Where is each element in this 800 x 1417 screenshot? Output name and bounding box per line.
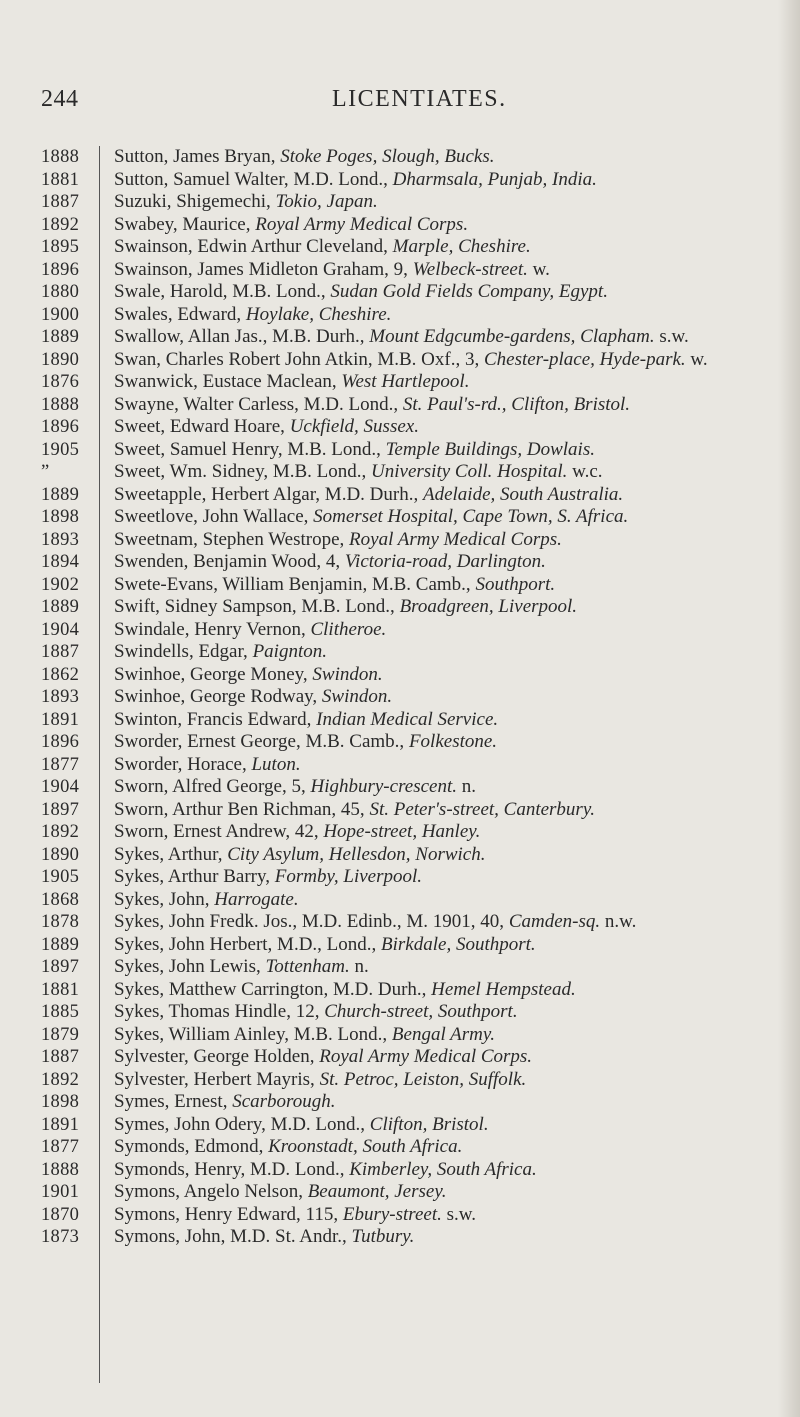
entry-year: 1896 [41,417,80,437]
entry-year: 1895 [41,237,80,257]
entry-address: Paignton. [252,641,327,662]
entry-text [114,1204,800,1227]
entry-name: Swallow, Allan Jas., M.B. Durh., [114,326,370,347]
list-item [0,1226,790,1249]
entry-text [114,371,800,394]
entry-address: Kimberley, South Africa. [349,1158,537,1180]
entry-address: Somerset Hospital, Cape Town, S. Africa. [313,506,629,527]
entry-text [114,664,800,687]
list-item [0,1001,790,1024]
entry-year: 1876 [41,372,80,392]
entry-text [114,641,800,664]
entry-text [114,619,800,642]
list-item [0,776,790,799]
entry-district: w. [685,348,708,370]
entry-address: Luton. [251,753,301,775]
page-header [0,86,800,118]
list-item [0,551,790,574]
entry-text [114,979,800,1002]
list-item [0,574,790,597]
list-item [0,214,790,237]
entry-address: City Asylum, Hellesdon, Norwich. [227,843,486,865]
entry-name: Symonds, Edmond, [114,1136,269,1157]
list-item [0,146,790,169]
entry-year: 1892 [41,1069,80,1090]
entry-text [114,1159,800,1182]
page-number: 244 [41,86,79,112]
entry-name: Sworder, Ernest George, M.B. Camb., [114,731,409,752]
entry-name: Swinhoe, George Rodway, [114,686,322,707]
entry-address: Tutbury. [351,1226,415,1247]
entry-year: 1892 [41,214,80,235]
list-item [0,1136,790,1159]
entry-year: 1896 [41,259,80,280]
list-item [0,889,790,912]
entry-text [114,394,800,417]
entry-text [114,146,800,169]
entry-text [114,461,800,484]
entry-year: 1887 [41,1047,80,1067]
entry-name: Sykes, Matthew Carrington, M.D. Durh., [114,978,432,1000]
entry-address: Hoylake, Cheshire. [245,303,392,325]
entry-name: Swete-Evans, William Benjamin, M.B. Camb., [114,573,476,595]
entry-name: Swindale, Henry Vernon, [114,618,311,640]
entry-year: 1905 [41,439,80,460]
entry-address: Marple, Cheshire. [392,236,531,257]
entry-name: Sykes, Arthur Barry, [114,866,275,887]
list-item [0,664,790,687]
entry-text [114,1069,800,1092]
entry-year: 1888 [41,394,80,415]
entry-address: Southport. [475,573,556,595]
entry-text [114,596,800,619]
entry-text [114,821,800,844]
entry-address: Swindon. [321,686,393,707]
entry-year: 1879 [41,1024,80,1045]
list-item [0,1091,790,1114]
entry-year: 1881 [41,979,80,1000]
entry-address: Kroonstadt, South Africa. [268,1136,463,1157]
entry-address: Uckfield, Sussex. [289,416,419,437]
list-item [0,934,790,957]
entry-year: 1888 [41,1159,80,1180]
entry-year: 1873 [41,1227,80,1247]
entry-year: 1870 [41,1204,80,1225]
list-item [0,799,790,822]
entry-address: Temple Buildings, Dowlais. [385,438,595,460]
entry-year: 1885 [41,1002,80,1022]
list-item [0,236,790,259]
entry-name: Swindells, Edgar, [114,641,253,662]
entry-name: Sykes, John Lewis, [114,956,266,977]
entry-year: 1862 [41,664,80,685]
entry-name: Symons, Henry Edward, 115, [114,1203,343,1225]
entry-address: University Coll. Hospital. [371,461,568,482]
list-item [0,169,790,192]
entry-address: Swindon. [312,663,383,685]
entry-name: Sweet, Samuel Henry, M.B. Lond., [114,438,386,460]
entry-text [114,259,800,282]
entry-year: 1887 [41,192,80,212]
entry-address: Dharmsala, Punjab, India. [392,168,597,190]
entry-address: Victoria-road, Darlington. [344,551,546,572]
entry-text [114,281,800,304]
list-item [0,641,790,664]
entry-address: St. Peter's-street, Canterbury. [369,798,595,820]
list-item [0,259,790,282]
entry-address: Highbury-crescent. [310,776,457,797]
entry-address: Adelaide, South Australia. [422,483,624,505]
entry-address: St. Petroc, Leiston, Suffolk. [319,1068,527,1090]
entry-name: Sutton, Samuel Walter, M.D. Lond., [114,168,393,190]
entry-year: 1877 [41,1137,80,1157]
entry-text [114,731,800,754]
entry-name: Swales, Edward, [114,303,246,325]
entry-district: s.w. [441,1203,477,1225]
entry-year: 1891 [41,1114,80,1135]
entry-text [114,236,800,259]
entry-year: 1877 [41,754,80,775]
entry-text [114,506,800,529]
entry-text [114,1001,800,1024]
entry-address: Royal Army Medical Corps. [319,1046,533,1067]
entry-year: 1898 [41,507,80,527]
entry-year: 1893 [41,529,80,550]
entry-year: 1881 [41,169,80,190]
entry-year: 1888 [41,147,80,167]
list-item [0,754,790,777]
entry-year: 1892 [41,822,80,842]
list-item [0,686,790,709]
entry-text [114,934,800,957]
list-item [0,956,790,979]
entry-address: Clifton, Bristol. [369,1113,489,1135]
entry-address: St. Paul's-rd., Clifton, Bristol. [402,393,631,415]
list-item [0,281,790,304]
entry-address: Scarborough. [232,1091,336,1112]
list-item [0,596,790,619]
entry-name: Swift, Sidney Sampson, M.B. Lond., [114,596,400,617]
entry-name: Sworn, Alfred George, 5, [114,776,311,797]
list-item [0,1046,790,1069]
list-item [0,1159,790,1182]
list-item [0,1181,790,1204]
entry-text [114,349,800,372]
entry-year: 1900 [41,304,80,325]
entry-district: w.c. [567,461,603,482]
entry-name: Sykes, Arthur, [114,843,228,865]
entry-district: n. [349,956,369,977]
entry-name: Swainson, Edwin Arthur Cleveland, [114,236,393,257]
entry-text [114,1181,800,1204]
entry-name: Swainson, James Midleton Graham, 9, [114,258,413,280]
entry-year: 1890 [41,349,80,370]
entry-year: 1898 [41,1092,80,1112]
list-item [0,461,790,484]
list-item [0,911,790,934]
entry-year: 1897 [41,799,80,820]
entry-text [114,1136,800,1159]
entry-name: Sykes, John Herbert, M.D., Lond., [114,933,382,955]
entry-address: Sudan Gold Fields Company, Egypt. [330,281,608,302]
entry-text [114,439,800,462]
entry-name: Sworder, Horace, [114,753,252,775]
entry-address: Chester-place, Hyde-park. [483,348,686,370]
entry-name: Sweet, Edward Hoare, [114,416,290,437]
entry-address: Beaumont, Jersey. [307,1181,447,1202]
entry-name: Sykes, John, [114,888,215,910]
list-item [0,1204,790,1227]
entry-address: Royal Army Medical Corps. [255,213,469,235]
entry-name: Symes, Ernest, [114,1091,233,1112]
entry-name: Swenden, Benjamin Wood, 4, [114,551,345,572]
list-item [0,844,790,867]
entry-text [114,214,800,237]
entry-text [114,754,800,777]
entry-year: ” [41,462,50,482]
entry-year: 1904 [41,619,80,640]
list-item [0,1024,790,1047]
entry-address: Tokio, Japan. [275,191,378,212]
list-item [0,619,790,642]
entry-text [114,416,800,439]
entry-name: Sweetapple, Herbert Algar, M.D. Durh., [114,483,423,505]
entry-address: Welbeck-street. [412,258,528,280]
entry-text [114,1091,800,1114]
entry-year: 1887 [41,642,80,662]
entry-year: 1868 [41,889,80,910]
entry-year: 1889 [41,327,80,347]
entry-text [114,484,800,507]
entry-name: Swinton, Francis Edward, [114,708,317,730]
entry-text [114,686,800,709]
entry-year: 1901 [41,1182,80,1202]
entry-address: Stoke Poges, Slough, Bucks. [280,146,495,167]
list-item [0,349,790,372]
list-item [0,304,790,327]
entry-name: Sykes, Thomas Hindle, 12, [114,1001,325,1022]
list-item [0,529,790,552]
entry-name: Sutton, James Bryan, [114,146,281,167]
list-item [0,821,790,844]
entry-year: 1905 [41,867,80,887]
list-item [0,709,790,732]
entry-address: Folkestone. [408,731,498,752]
entry-name: Sworn, Arthur Ben Richman, 45, [114,798,370,820]
list-item [0,191,790,214]
entry-text [114,911,800,934]
entry-year: 1889 [41,597,80,617]
entry-text [114,709,800,732]
entry-text [114,326,800,349]
entry-text [114,776,800,799]
entry-text [114,1226,800,1249]
list-item [0,1114,790,1137]
entry-address: Hope-street, Hanley. [323,821,481,842]
entry-address: Birkdale, Southport. [381,933,536,955]
entry-text [114,574,800,597]
entry-address: Broadgreen, Liverpool. [399,596,578,617]
entry-name: Sylvester, Herbert Mayris, [114,1068,320,1090]
entry-name: Swanwick, Eustace Maclean, [114,371,342,392]
entry-address: Formby, Liverpool. [274,866,423,887]
entry-address: Harrogate. [214,888,299,910]
entry-year: 1889 [41,934,80,955]
entry-year: 1880 [41,282,80,302]
entry-text [114,551,800,574]
entry-text [114,1024,800,1047]
entry-text [114,529,800,552]
entry-address: Clitheroe. [310,618,387,640]
entry-year: 1904 [41,777,80,797]
list-item [0,731,790,754]
entry-text [114,889,800,912]
entry-year: 1896 [41,732,80,752]
entry-name: Swayne, Walter Carless, M.D. Lond., [114,393,403,415]
entry-name: Swinhoe, George Money, [114,663,313,685]
entry-name: Sweetlove, John Wallace, [114,506,314,527]
entry-year: 1894 [41,552,80,572]
entry-address: Church-street, Southport. [324,1001,518,1022]
entry-address: Hemel Hempstead. [431,978,576,1000]
entry-text [114,191,800,214]
entry-year: 1889 [41,484,80,505]
entry-year: 1878 [41,912,80,932]
entry-district: s.w. [654,326,689,347]
entry-name: Swale, Harold, M.B. Lond., [114,281,331,302]
entry-district: n. [456,776,476,797]
entry-address: Tottenham. [265,956,350,977]
entry-text [114,844,800,867]
entry-address: Royal Army Medical Corps. [349,528,562,550]
list-item [0,439,790,462]
entry-name: Sweet, Wm. Sidney, M.B. Lond., [114,461,372,482]
entry-name: Sykes, John Fredk. Jos., M.D. Edinb., M. 1901, 40, [114,911,509,932]
list-item [0,371,790,394]
list-item [0,326,790,349]
entry-text [114,169,800,192]
entry-address: Camden-sq. [508,911,601,932]
entry-text [114,866,800,889]
entry-name: Symonds, Henry, M.D. Lond., [114,1158,350,1180]
list-item [0,394,790,417]
entry-year: 1902 [41,574,80,595]
entry-name: Swan, Charles Robert John Atkin, M.B. Oxf., 3, [114,348,484,370]
entry-address: Indian Medical Service. [316,708,499,730]
entry-district: w. [527,258,550,280]
running-head: LICENTIATES. [332,86,507,112]
entry-district: n.w. [600,911,637,932]
entry-name: Symons, John, M.D. St. Andr., [114,1226,352,1247]
entry-year: 1890 [41,844,80,865]
entry-name: Suzuki, Shigemechi, [114,191,276,212]
list-item [0,1069,790,1092]
entry-text [114,1046,800,1069]
entry-name: Swabey, Maurice, [114,213,256,235]
list-item [0,979,790,1002]
entry-year: 1891 [41,709,80,730]
licentiates-list [0,146,790,1249]
entry-name: Sworn, Ernest Andrew, 42, [114,821,324,842]
entry-address: Bengal Army. [391,1023,495,1045]
entry-address: Ebury-street. [342,1203,442,1225]
entry-address: Mount Edgcumbe-gardens, Clapham. [369,326,655,347]
list-item [0,506,790,529]
entry-text [114,304,800,327]
entry-text [114,956,800,979]
entry-year: 1893 [41,687,80,707]
entry-name: Symons, Angelo Nelson, [114,1181,308,1202]
entry-year: 1897 [41,957,80,977]
entry-address: West Hartlepool. [341,371,470,392]
entry-text [114,1114,800,1137]
entry-name: Sylvester, George Holden, [114,1046,320,1067]
entry-text [114,799,800,822]
list-item [0,416,790,439]
entry-name: Symes, John Odery, M.D. Lond., [114,1113,370,1135]
entry-name: Sweetnam, Stephen Westrope, [114,528,350,550]
list-item [0,484,790,507]
entry-name: Sykes, William Ainley, M.B. Lond., [114,1023,392,1045]
list-item [0,866,790,889]
